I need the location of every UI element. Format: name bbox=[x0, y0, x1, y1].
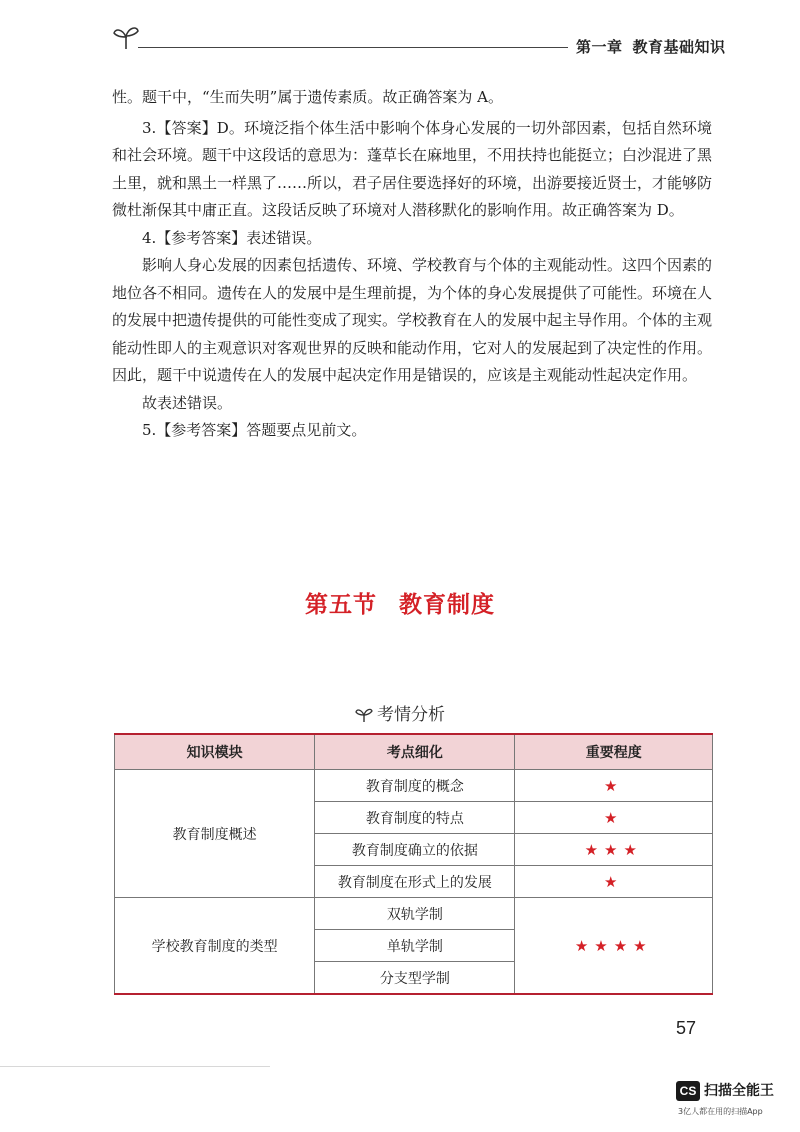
answer-text bbox=[112, 84, 712, 445]
chapter-number: 第一章 bbox=[576, 38, 623, 56]
point-cell: 教育制度在形式上的发展 bbox=[315, 866, 515, 898]
header-importance: 重要程度 bbox=[515, 734, 713, 770]
page-number: 57 bbox=[676, 1018, 697, 1038]
header-point: 考点细化 bbox=[315, 734, 515, 770]
point-cell: 双轨学制 bbox=[315, 898, 515, 930]
table-row bbox=[115, 898, 713, 930]
page-header bbox=[0, 0, 800, 70]
module-cell: 学校教育制度的类型 bbox=[115, 898, 315, 995]
section-number: 第五节 bbox=[305, 592, 377, 618]
paragraph-answer-5: 5.【参考答案】答题要点见前文。 bbox=[142, 421, 367, 439]
star-rating: ★★★★ bbox=[574, 936, 653, 955]
exam-analysis-table bbox=[114, 733, 713, 995]
analysis-title: 考情分析 bbox=[377, 705, 445, 725]
point-cell: 单轨学制 bbox=[315, 930, 515, 962]
sprout-icon bbox=[355, 707, 373, 723]
paragraph-answer-4: 4.【参考答案】表述错误。 bbox=[142, 228, 322, 247]
point-cell: 教育制度的概念 bbox=[315, 770, 515, 802]
point-cell: 教育制度的特点 bbox=[315, 802, 515, 834]
sprout-icon bbox=[112, 24, 140, 50]
header-module: 知识模块 bbox=[115, 734, 315, 770]
point-cell: 教育制度确立的依据 bbox=[315, 834, 515, 866]
camscanner-tagline: 3亿人都在用的扫描App bbox=[678, 1107, 763, 1116]
module-cell: 教育制度概述 bbox=[115, 770, 315, 898]
importance-cell bbox=[515, 898, 713, 995]
camscanner-name: 扫描全能王 bbox=[704, 1083, 774, 1099]
table-row bbox=[115, 770, 713, 802]
header-chapter bbox=[576, 36, 726, 57]
star-rating: ★★★ bbox=[584, 840, 643, 859]
point-cell: 分支型学制 bbox=[315, 962, 515, 995]
paragraph-answer-3: 3.【答案】D。环境泛指个体生活中影响个体身心发展的一切外部因素，包括自然环境和社会环境。题干中这段话的意思为：蓬草长在麻地里，不用扶持也能挺立；白沙混进了黑土里，就和黑土一样黑了……所以，君子居住要选择好的环境，出游要接近贤士，才能够防微杜渐保其中庸正直。这段话反映了环境对人潜移默化的影响作用。故正确答案为 D。 bbox=[112, 118, 713, 219]
scan-artifact-line bbox=[0, 1066, 270, 1067]
star-rating: ★ bbox=[604, 872, 624, 891]
table-header-row bbox=[115, 734, 713, 770]
section-title bbox=[0, 586, 800, 619]
importance-cell bbox=[515, 770, 713, 802]
section-name: 教育制度 bbox=[399, 592, 495, 618]
paragraph-conclusion: 故表述错误。 bbox=[142, 393, 233, 412]
paragraph-explanation: 影响人身心发展的因素包括遗传、环境、学校教育与个体的主观能动性。这四个因素的地位各不相同。遗传在人的发展中是生理前提，为个体的身心发展提供了可能性。环境在人的发展中把遗传提供的可能性变成了现实。学校教育在人的发展中起主导作用。个体的主观能动性即人的主观意识对客观世界的反映和能动作用，它对人的发展起到了决定性的作用。因此，题干中说遗传在人的发展中起决定作用是错误的，应该是主观能动性起决定作用。 bbox=[112, 256, 713, 384]
analysis-heading bbox=[0, 700, 800, 725]
importance-cell bbox=[515, 802, 713, 834]
importance-cell bbox=[515, 834, 713, 866]
paragraph-1: 性。题干中，“生而失明”属于遗传素质。故正确答案为 A。 bbox=[112, 88, 503, 106]
star-rating: ★ bbox=[604, 808, 624, 827]
header-rule bbox=[138, 47, 568, 48]
chapter-title: 教育基础知识 bbox=[632, 38, 726, 56]
camscanner-logo: CS bbox=[676, 1081, 700, 1101]
star-rating: ★ bbox=[604, 776, 624, 795]
importance-cell bbox=[515, 866, 713, 898]
